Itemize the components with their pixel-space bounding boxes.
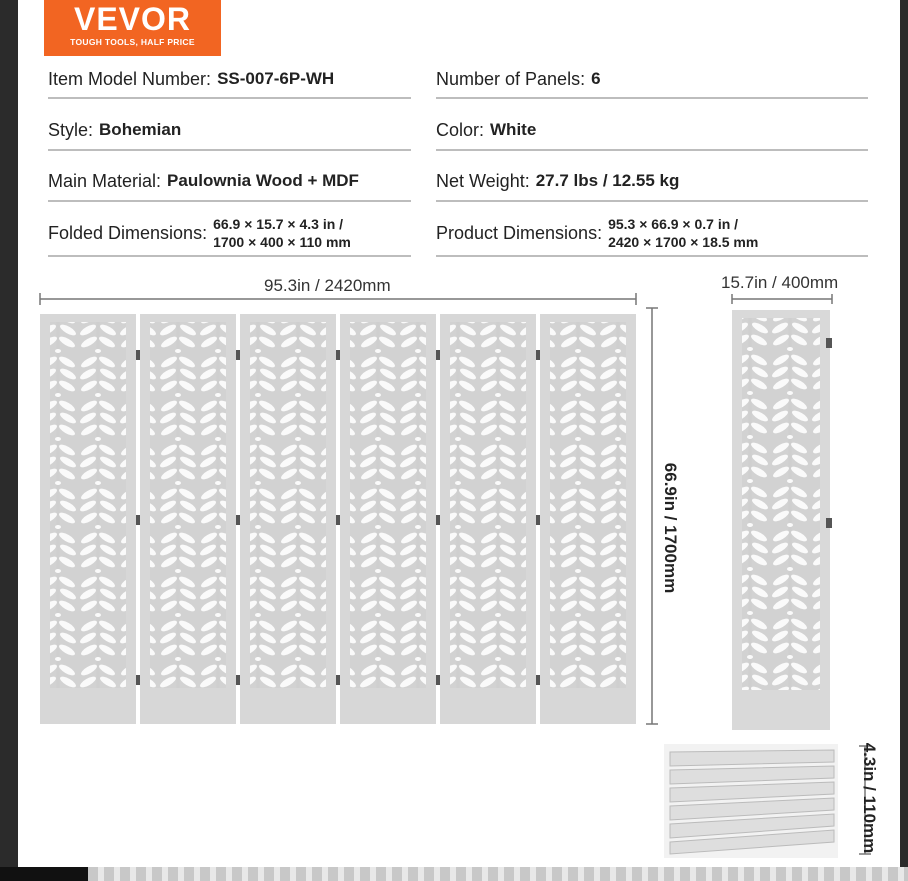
- side-width-dimension-line: [730, 293, 834, 305]
- spec-folded-value-line1: 66.9 × 15.7 × 4.3 in /: [213, 215, 344, 232]
- folded-stack-illustration: [664, 744, 838, 858]
- brand-logo: [44, 0, 221, 56]
- width-dimension-label: 95.3in / 2420mm: [264, 276, 391, 295]
- spec-material: [48, 162, 411, 202]
- room-divider-illustration: [38, 310, 638, 728]
- next-image-preview[interactable]: [88, 867, 908, 881]
- viewer-backdrop-left: [0, 0, 18, 881]
- spec-weight-label: Net Weight:: [436, 171, 530, 191]
- spec-style-label: Style:: [48, 119, 94, 140]
- spec-panels: [436, 60, 868, 99]
- spec-product-dimensions: [436, 210, 868, 257]
- spec-style: [48, 110, 411, 151]
- spec-style-value: Bohemian: [99, 119, 182, 139]
- spec-folded-value: [213, 215, 351, 251]
- spec-product-value-line1: 95.3 × 66.9 × 0.7 in /: [608, 215, 739, 232]
- spec-panels-label: Number of Panels:: [436, 68, 586, 89]
- spec-color-label: Color:: [436, 119, 485, 140]
- viewer-backdrop-right: [900, 0, 908, 881]
- folded-thickness-label: 4.3in / 110mm: [860, 742, 879, 854]
- spec-model: [48, 60, 411, 99]
- spec-material-value: Paulownia Wood + MDF: [167, 171, 359, 190]
- spec-product-value-line2: 2420 × 1700 × 18.5 mm: [608, 233, 759, 250]
- side-width-dimension-label: 15.7in / 400mm: [721, 273, 839, 292]
- width-dimension-line: [38, 292, 638, 306]
- spec-folded-dimensions: [48, 210, 411, 257]
- spec-color-value: White: [490, 119, 537, 139]
- panel-5: [440, 314, 536, 724]
- spec-color: [436, 110, 868, 151]
- spec-model-value: SS-007-6P-WH: [217, 68, 335, 88]
- spec-folded-value-line2: 1700 × 400 × 110 mm: [213, 233, 351, 250]
- panel-3: [240, 314, 336, 724]
- panel-1: [40, 314, 136, 724]
- panel-4: [340, 314, 436, 724]
- spec-product-label: Product Dimensions:: [436, 222, 603, 243]
- height-dimension-line: [644, 306, 660, 726]
- spec-folded-label: Folded Dimensions:: [48, 222, 208, 243]
- product-image-card: [18, 0, 900, 867]
- spec-panels-value: 6: [591, 68, 601, 88]
- panel-6: [540, 314, 636, 724]
- spec-product-value: [608, 215, 758, 251]
- side-view-illustration: [730, 308, 834, 732]
- spec-material-label: Main Material:: [48, 171, 162, 191]
- spec-weight-value: 27.7 lbs / 12.55 kg: [535, 171, 680, 190]
- brand-name: VEVOR: [73, 1, 192, 37]
- panel-2: [140, 314, 236, 724]
- height-dimension-label: 66.9in / 1700mm: [661, 462, 680, 594]
- spec-weight: [436, 162, 868, 202]
- brand-tagline: TOUGH TOOLS, HALF PRICE: [70, 37, 195, 47]
- spec-model-label: Item Model Number:: [48, 68, 212, 89]
